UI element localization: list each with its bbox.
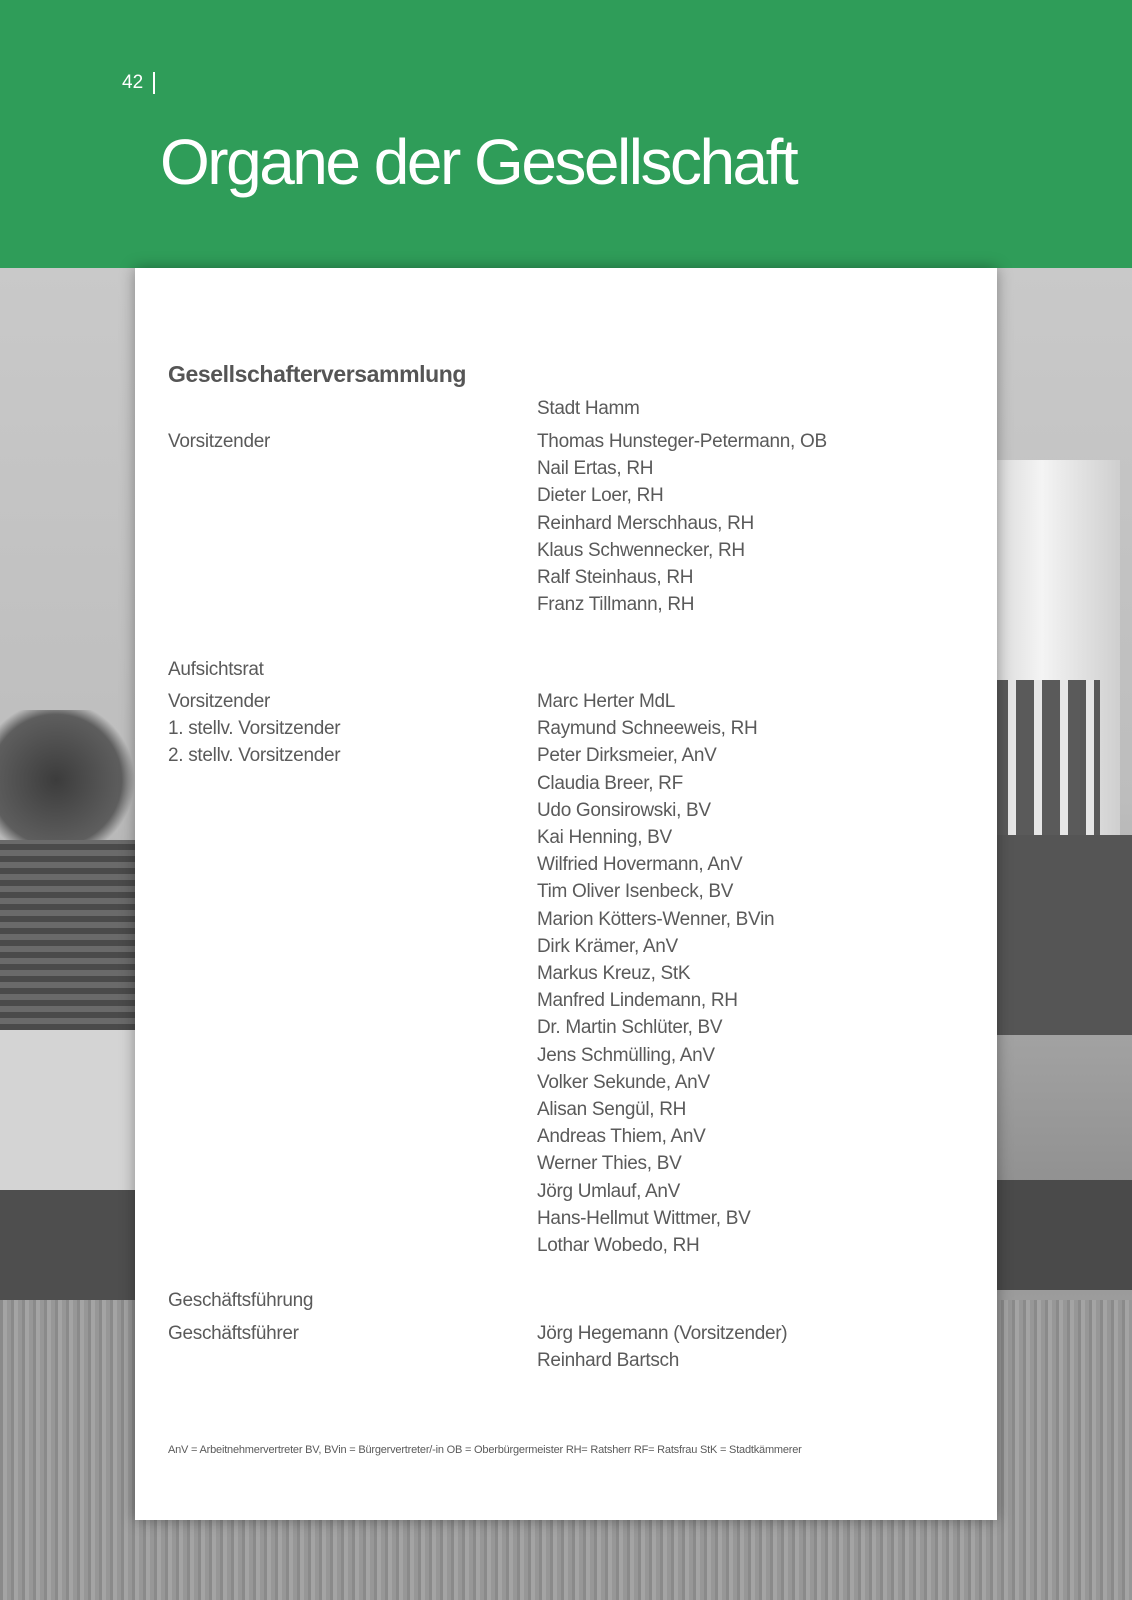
member-name: Dirk Krämer, AnV	[537, 935, 678, 957]
member-name: Nail Ertas, RH	[537, 458, 654, 480]
member-name: Kai Henning, BV	[537, 827, 672, 849]
abbreviations-footnote: AnV = Arbeitnehmervertreter BV, BVin = Bürgervertreter/-in OB = Oberbürgermeister RH= Ratsherr RF= Ratsfrau StK = Stadtkämmerer	[168, 1444, 802, 1456]
member-name: Claudia Breer, RF	[537, 772, 683, 794]
supervisory-board-chair-role: Vorsitzender	[168, 691, 271, 712]
member-name: Werner Thies, BV	[537, 1153, 682, 1175]
shareholders-meeting-heading: Gesellschafterversammlung	[168, 361, 467, 387]
member-name: Franz Tillmann, RH	[537, 594, 695, 616]
management-role: Geschäftsführer	[168, 1323, 299, 1344]
shareholders-meeting-members	[537, 428, 827, 618]
page-title: Organe der Gesellschaft	[160, 126, 797, 198]
member-name: Alisan Sengül, RH	[537, 1099, 687, 1121]
member-name: Udo Gonsirowski, BV	[537, 799, 711, 821]
member-name: Jens Schmülling, AnV	[537, 1044, 715, 1066]
member-name: Markus Kreuz, StK	[537, 963, 691, 985]
background-hedge-left	[0, 1190, 140, 1310]
member-name: Andreas Thiem, AnV	[537, 1126, 706, 1148]
background-water-tower-base	[990, 680, 1100, 840]
background-house-roof	[0, 840, 135, 1030]
member-name: Tim Oliver Isenbeck, BV	[537, 881, 734, 903]
member-name: Marion Kötters-Wenner, BVin	[537, 908, 775, 930]
management-members	[537, 1320, 787, 1374]
member-name: Manfred Lindemann, RH	[537, 990, 738, 1012]
shareholder-name: Stadt Hamm	[537, 398, 640, 419]
content-card	[135, 268, 997, 1520]
member-name: Raymund Schneeweis, RH	[537, 718, 758, 740]
background-hedge-right	[990, 1180, 1132, 1290]
member-name: Lothar Wobedo, RH	[537, 1235, 700, 1257]
member-name: Ralf Steinhaus, RH	[537, 567, 694, 589]
member-name: Marc Herter MdL	[537, 691, 676, 712]
supervisory-board-members	[537, 688, 774, 1259]
supervisory-board-second-deputy-role: 2. stellv. Vorsitzender	[168, 745, 341, 766]
member-name: Jörg Umlauf, AnV	[537, 1180, 681, 1202]
background-trees-right	[990, 835, 1132, 1035]
background-trees-left	[0, 710, 140, 850]
member-name: Dieter Loer, RH	[537, 485, 664, 507]
member-name: Klaus Schwennecker, RH	[537, 539, 745, 561]
member-name: Peter Dirksmeier, AnV	[537, 745, 717, 767]
background-house-wall	[0, 1030, 135, 1200]
member-name: Jörg Hegemann (Vorsitzender)	[537, 1323, 788, 1344]
management-heading: Geschäftsführung	[168, 1290, 314, 1311]
member-name: Volker Sekunde, AnV	[537, 1071, 710, 1093]
supervisory-board-heading: Aufsichtsrat	[168, 659, 264, 680]
member-name: Dr. Martin Schlüter, BV	[537, 1017, 723, 1039]
member-name: Wilfried Hovermann, AnV	[537, 854, 743, 876]
member-name: Thomas Hunsteger-Petermann, OB	[537, 431, 827, 452]
member-name: Hans-Hellmut Wittmer, BV	[537, 1207, 751, 1229]
page-number: 42	[122, 72, 155, 94]
member-name: Reinhard Bartsch	[537, 1350, 679, 1372]
member-name: Reinhard Merschhaus, RH	[537, 512, 754, 534]
shareholders-meeting-chair-role: Vorsitzender	[168, 431, 271, 452]
page-header	[0, 0, 1132, 268]
supervisory-board-first-deputy-role: 1. stellv. Vorsitzender	[168, 718, 341, 739]
